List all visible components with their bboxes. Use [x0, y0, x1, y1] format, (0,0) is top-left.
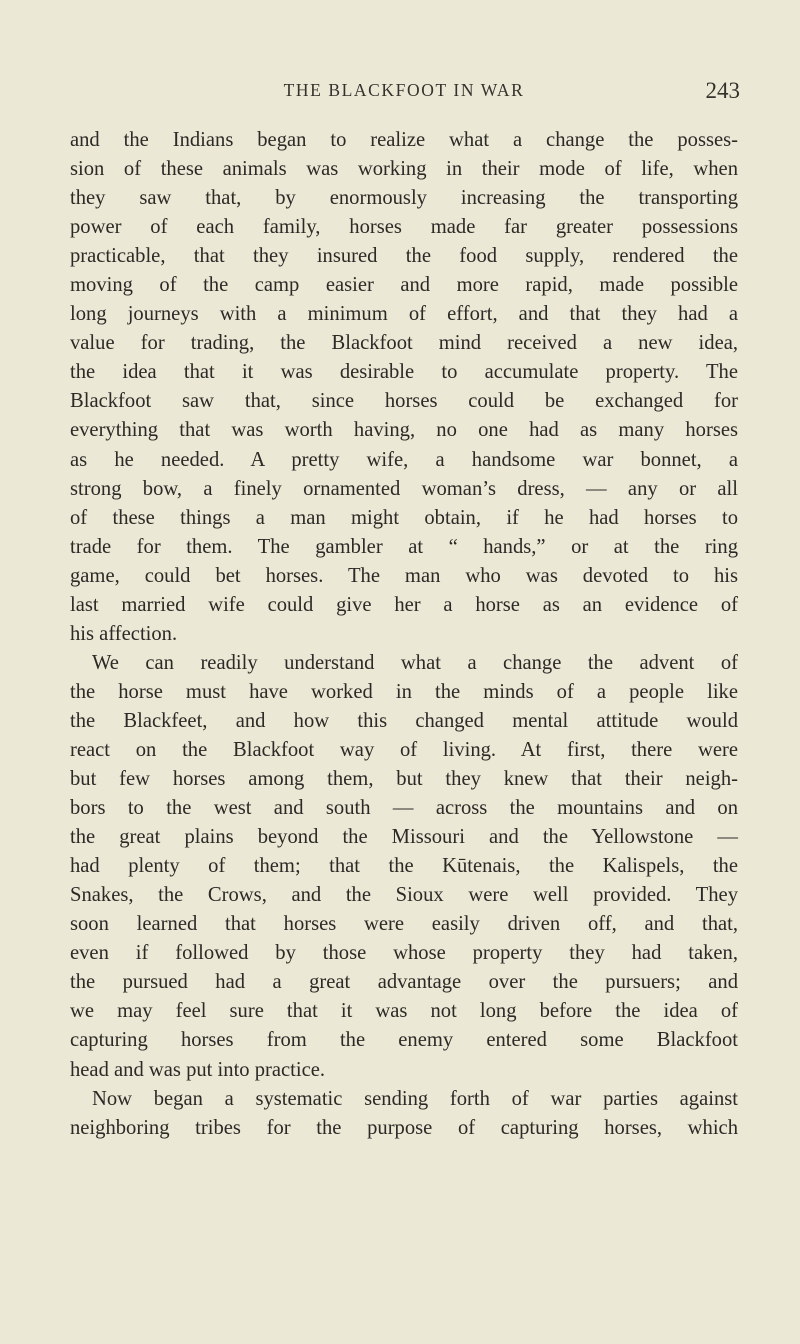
- text-line: Now began a systematic sending forth of war parties against: [92, 1087, 738, 1110]
- running-head: [68, 78, 740, 106]
- text-line: Blackfoot saw that, since horses could be exchanged for: [70, 390, 738, 413]
- text-line: sion of these animals was working in their mode of life, when: [70, 158, 738, 181]
- text-line: neighboring tribes for the purpose of capturing horses, which: [70, 1116, 738, 1139]
- text-line: capturing horses from the enemy entered some Blackfoot: [70, 1029, 738, 1052]
- text-line: game, could bet horses. The man who was devoted to his: [70, 564, 738, 587]
- text-line: long journeys with a minimum of effort, and that they had a: [70, 303, 738, 326]
- paragraph: [70, 649, 738, 1085]
- text-line: his affection.: [70, 622, 178, 645]
- text-line: and the Indians began to realize what a change the posses-: [70, 129, 738, 151]
- text-line: the idea that it was desirable to accumulate property. The: [70, 361, 738, 384]
- text-line: they saw that, by enormously increasing the transporting: [70, 187, 738, 210]
- text-line: last married wife could give her a horse as an evidence of: [70, 593, 738, 616]
- text-line: the Blackfeet, and how this changed mental attitude would: [70, 709, 738, 732]
- text-line: as he needed. A pretty wife, a handsome war bonnet, a: [70, 448, 738, 471]
- text-line: moving of the camp easier and more rapid, made possible: [70, 274, 738, 297]
- text-line: strong bow, a finely ornamented woman’s dress, — any or all: [70, 477, 738, 500]
- text-line: had plenty of them; that the Kūtenais, the Kalispels, the: [70, 855, 738, 878]
- text-line: everything that was worth having, no one had as many horses: [70, 419, 738, 442]
- paragraph: [70, 126, 738, 649]
- text-line: head and was put into practice.: [70, 1058, 326, 1081]
- text-line: even if followed by those whose property they had taken,: [70, 942, 738, 965]
- text-line: we may feel sure that it was not long before the idea of: [70, 1000, 738, 1023]
- text-line: react on the Blackfoot way of living. At first, there were: [70, 738, 738, 761]
- text-line: value for trading, the Blackfoot mind received a new idea,: [70, 332, 738, 355]
- text-line: Snakes, the Crows, and the Sioux were well provided. They: [70, 884, 738, 907]
- text-line: of these things a man might obtain, if he had horses to: [70, 506, 738, 529]
- text-line: soon learned that horses were easily driven off, and that,: [70, 913, 738, 936]
- text-line: We can readily understand what a change the advent of: [92, 651, 738, 674]
- page-number: 243: [705, 78, 740, 103]
- text-line: bors to the west and south — across the mountains and on: [70, 797, 738, 820]
- text-line: the pursued had a great advantage over the pursuers; and: [70, 971, 738, 994]
- paragraph: [70, 1085, 738, 1143]
- text-line: the great plains beyond the Missouri and the Yellowstone —: [70, 826, 738, 849]
- running-title: THE BLACKFOOT IN WAR: [283, 80, 525, 100]
- body-text: [70, 126, 738, 1143]
- text-line: power of each family, horses made far greater possessions: [70, 216, 738, 239]
- text-line: the horse must have worked in the minds of a people like: [70, 680, 738, 703]
- text-line: but few horses among them, but they knew that their neigh-: [70, 768, 738, 791]
- text-line: practicable, that they insured the food supply, rendered the: [70, 245, 738, 268]
- text-line: trade for them. The gambler at “ hands,” or at the ring: [70, 535, 738, 558]
